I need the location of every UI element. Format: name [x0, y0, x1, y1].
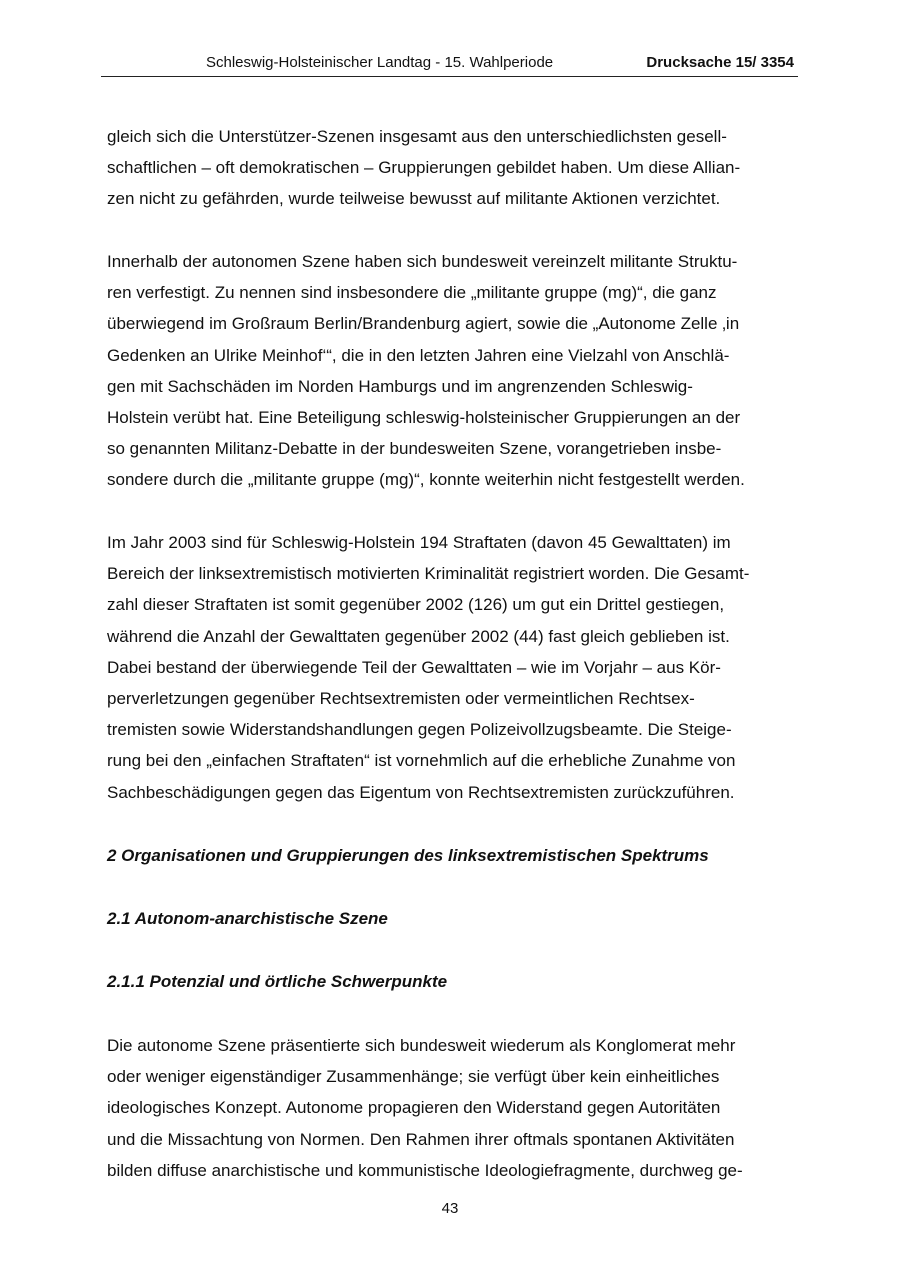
page-header — [101, 52, 798, 77]
header-title: Schleswig-Holsteinischer Landtag - 15. Wahlperiode — [206, 54, 554, 71]
paragraph-2 — [107, 246, 797, 496]
text-line: Im Jahr 2003 sind für Schleswig-Holstein 194 Straftaten (davon 45 Gewalttaten) im — [107, 533, 731, 552]
text-line: gen mit Sachschäden im Norden Hamburgs und im angrenzenden Schleswig- — [107, 376, 693, 396]
paragraph-1 — [107, 121, 797, 215]
section-heading-2-1-1: 2.1.1 Potenzial und örtliche Schwerpunkte — [107, 972, 448, 991]
text-line: sondere durch die „militante gruppe (mg)“, konnte weiterhin nicht festgestellt werden. — [107, 470, 745, 490]
text-line: während die Anzahl der Gewalttaten gegenüber 2002 (44) fast gleich geblieben ist. — [107, 626, 730, 646]
text-line: Sachbeschädigungen gegen das Eigentum von Rechtsextremisten zurückzuführen. — [107, 782, 735, 802]
text-line: schaftlichen – oft demokratischen – Gruppierungen gebildet haben. Um diese Allian- — [107, 158, 741, 178]
page-number: 43 — [441, 1200, 459, 1217]
text-line: und die Missachtung von Normen. Den Rahmen ihrer oftmals spontanen Aktivitäten — [107, 1129, 735, 1149]
text-line: so genannten Militanz-Debatte in der bundesweiten Szene, vorangetrieben insbe- — [107, 439, 722, 459]
text-line: oder weniger eigenständiger Zusammenhänge; sie verfügt über kein einheitliches — [107, 1067, 720, 1087]
paragraph-3 — [107, 527, 797, 808]
text-line: zahl dieser Straftaten ist somit gegenüber 2002 (126) um gut ein Drittel gestiegen, — [107, 595, 725, 615]
text-line: ideologisches Konzept. Autonome propagieren den Widerstand gegen Autoritäten — [107, 1098, 721, 1118]
section-heading-2-1: 2.1 Autonom-anarchistische Szene — [107, 909, 388, 928]
text-line: gleich sich die Unterstützer-Szenen insgesamt aus den unterschiedlichsten gesell- — [107, 127, 727, 146]
header-doc-number: Drucksache 15/ 3354 — [646, 54, 794, 71]
text-line: Innerhalb der autonomen Szene haben sich bundesweit vereinzelt militante Struktu- — [107, 252, 738, 271]
section-heading-2: 2 Organisationen und Gruppierungen des linksextremistischen Spektrums — [107, 846, 709, 865]
text-line: zen nicht zu gefährden, wurde teilweise bewusst auf militante Aktionen verzichtet. — [107, 189, 721, 209]
text-line: Holstein verübt hat. Eine Beteiligung schleswig-holsteinischer Gruppierungen an der — [107, 408, 741, 428]
text-line: rung bei den „einfachen Straftaten“ ist vornehmlich auf die erhebliche Zunahme von — [107, 751, 736, 771]
text-line: Gedenken an Ulrike Meinhof‘“, die in den letzten Jahren eine Vielzahl von Anschlä- — [107, 345, 730, 365]
text-line: Die autonome Szene präsentierte sich bundesweit wiederum als Konglomerat mehr — [107, 1036, 736, 1055]
text-line: ren verfestigt. Zu nennen sind insbesondere die „militante gruppe (mg)“, die ganz — [107, 283, 717, 303]
paragraph-4 — [107, 1030, 797, 1186]
text-line: tremisten sowie Widerstandshandlungen gegen Polizeivollzugsbeamte. Die Steige- — [107, 720, 732, 740]
text-line: Dabei bestand der überwiegende Teil der Gewalttaten – wie im Vorjahr – aus Kör- — [107, 657, 721, 677]
text-line: Bereich der linksextremistisch motivierten Kriminalität registriert worden. Die Gesamt- — [107, 564, 750, 584]
text-line: bilden diffuse anarchistische und kommunistische Ideologiefragmente, durchweg ge- — [107, 1160, 743, 1180]
text-line: überwiegend im Großraum Berlin/Brandenburg agiert, sowie die „Autonome Zelle ‚in — [107, 314, 740, 334]
text-line: perverletzungen gegenüber Rechtsextremisten oder vermeintlichen Rechtsex- — [107, 689, 695, 709]
